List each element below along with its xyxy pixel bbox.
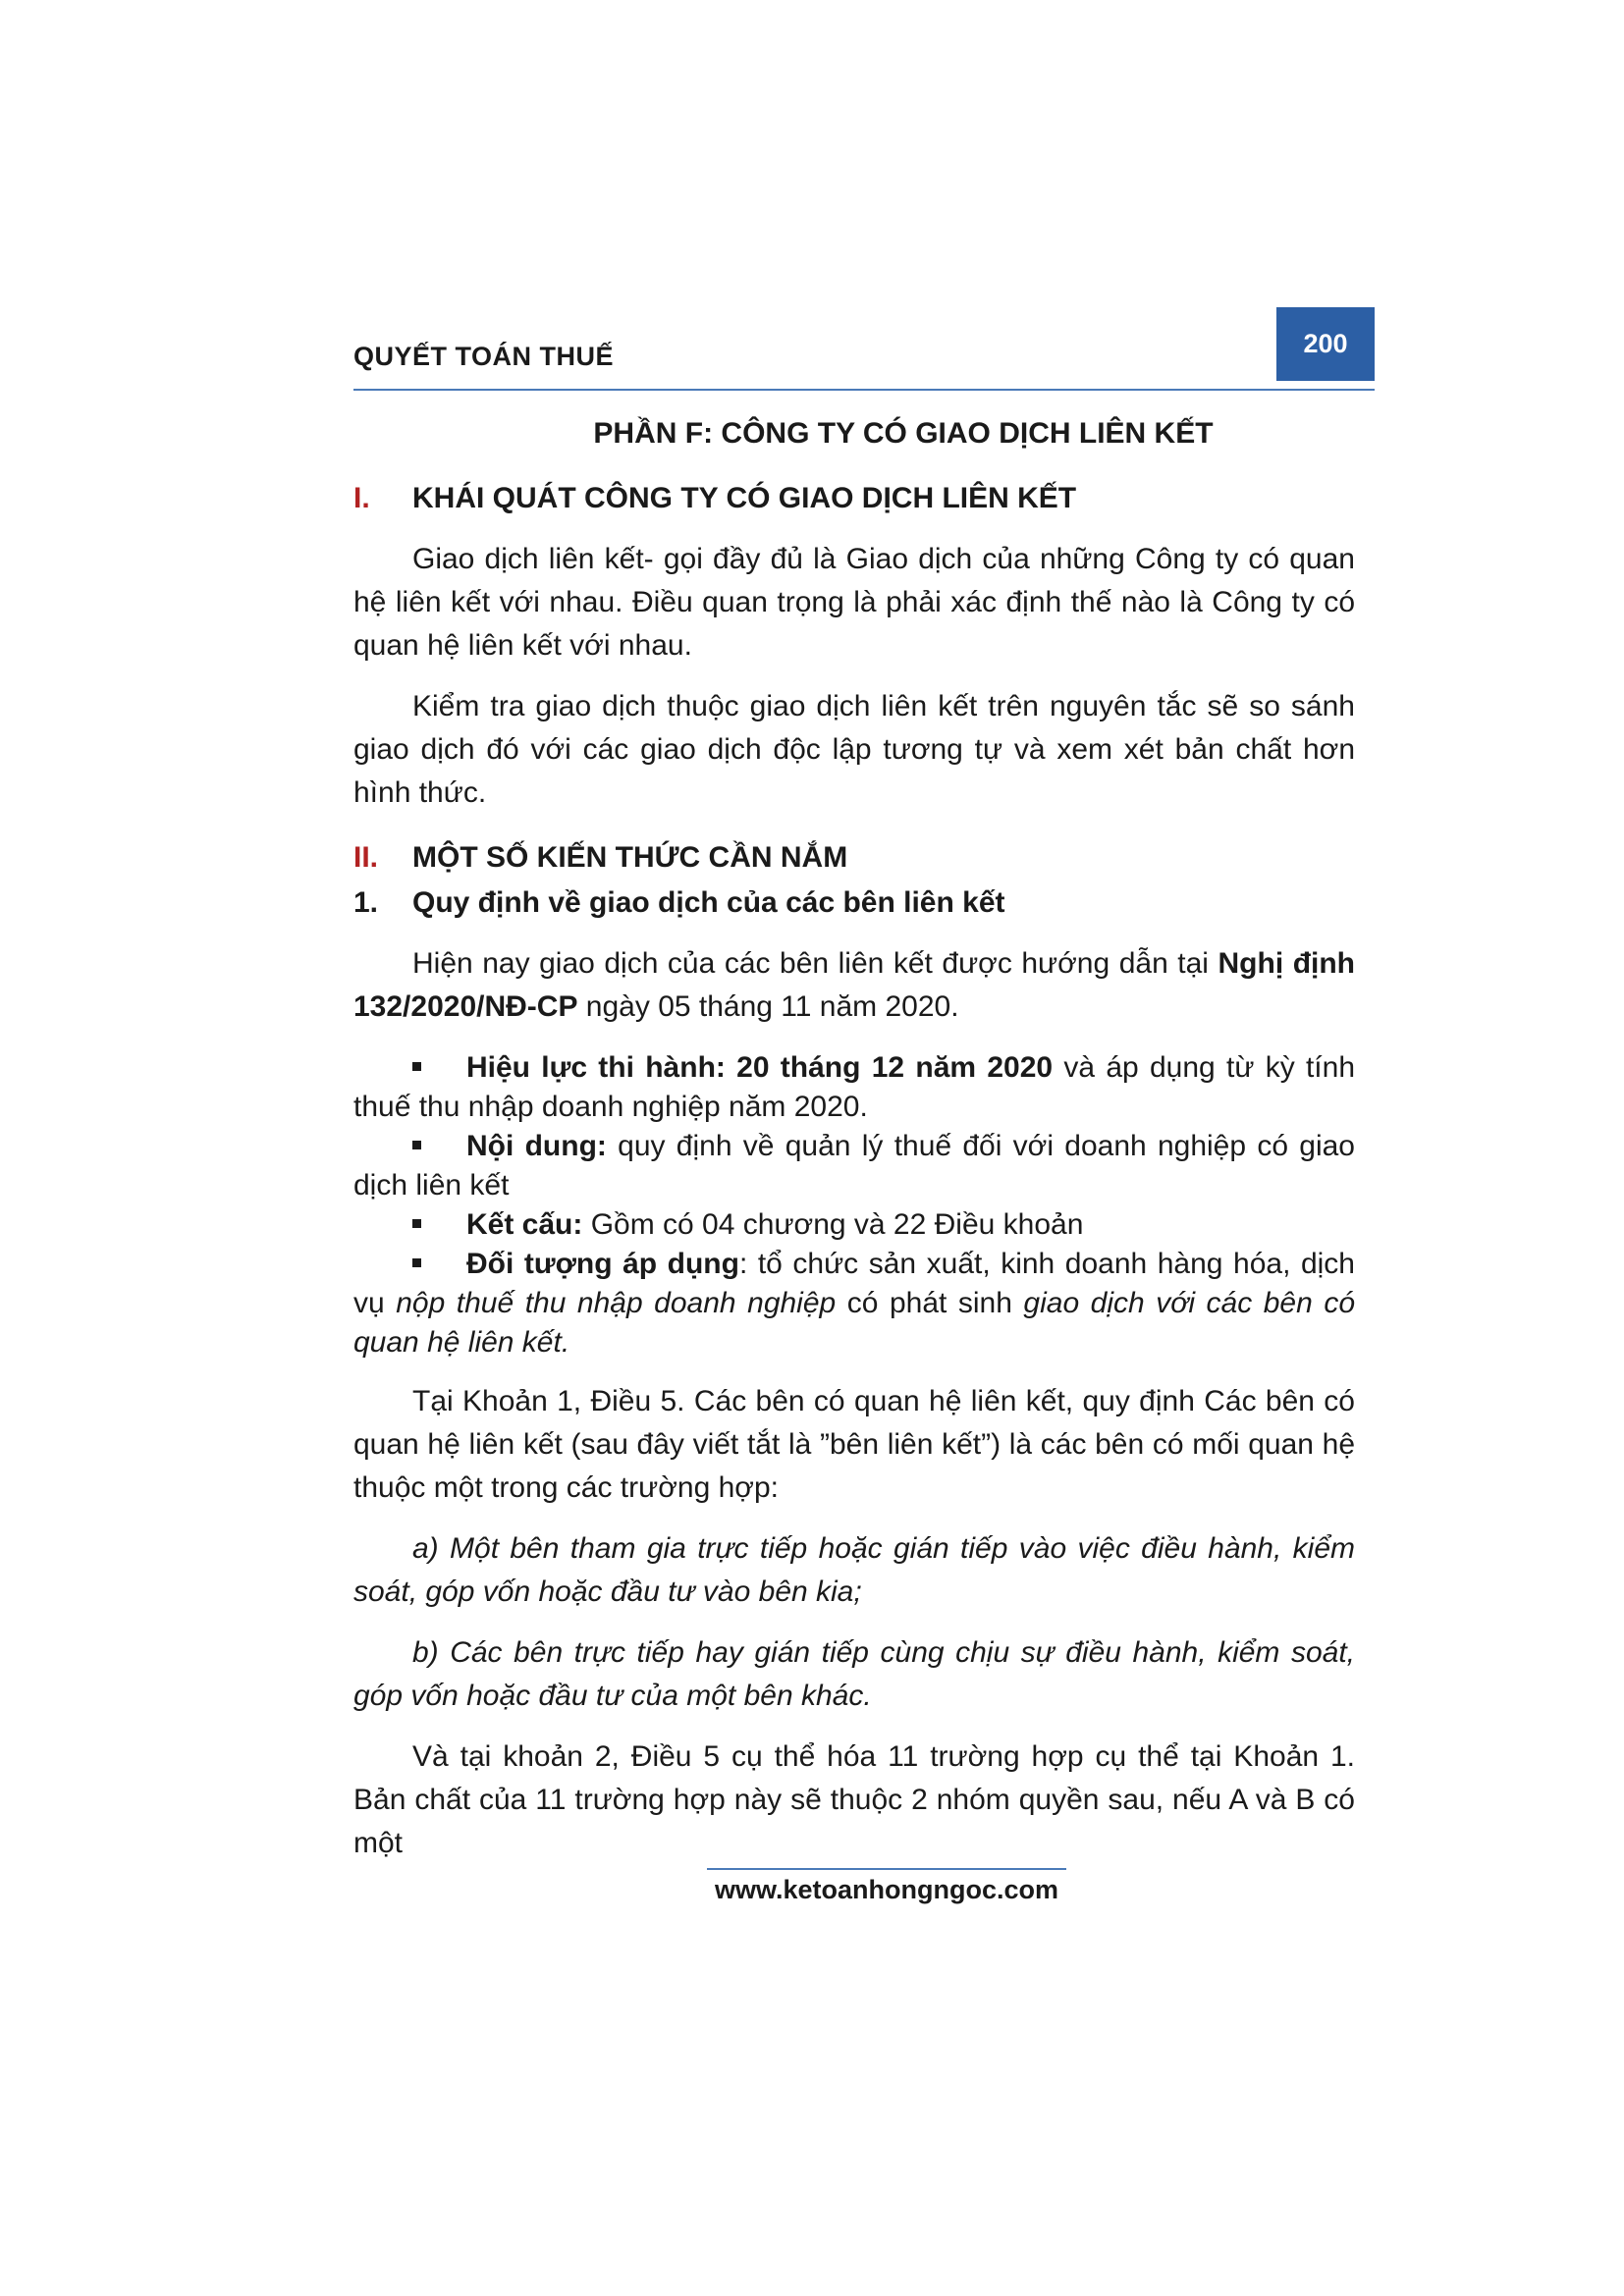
bullet-label: Kết cấu: xyxy=(466,1208,583,1241)
paragraph: Kiểm tra giao dịch thuộc giao dịch liên kết trên nguyên tắc sẽ so sánh giao dịch đó với các giao dịch độc lập tương tự và xem xét bản chất hơn hình thức. xyxy=(353,690,1355,809)
section-number: I. xyxy=(353,482,370,514)
running-header-title: QUYẾT TOÁN THUẾ xyxy=(353,342,615,371)
bullet-text: có phát sinh xyxy=(836,1287,1024,1319)
bullet-label: Nội dung: xyxy=(466,1130,607,1162)
section-number: II. xyxy=(353,841,379,874)
paragraph: Giao dịch liên kết- gọi đầy đủ là Giao dịch của những Công ty có quan hệ liên kết với nhau. Điều quan trọng là phải xác định thế nào là Công ty có quan hệ liên kết với nhau. xyxy=(353,543,1355,662)
footer-website: www.ketoanhongngoc.com xyxy=(714,1875,1058,1904)
header-divider xyxy=(353,389,1375,391)
page-body xyxy=(353,398,1355,1865)
footer-divider xyxy=(707,1868,1066,1870)
paragraph-intro xyxy=(353,942,1355,1029)
text-run: Hiện nay giao dịch của các bên liên kết được hướng dẫn tại xyxy=(412,947,1218,980)
clause-item-a: a) Một bên tham gia trực tiếp hoặc gián tiếp vào việc điều hành, kiểm soát, góp vốn hoặc đầu tư vào bên kia; xyxy=(353,1532,1355,1608)
bullet-text: : tổ chức sản xuất, kinh doanh hàng hóa, dịch vụ xyxy=(353,1248,1355,1319)
bullet-list xyxy=(353,1048,1355,1362)
bullet-text: quy định về quản lý thuế đối với doanh nghiệp có giao dịch liên kết xyxy=(353,1130,1355,1201)
list-item xyxy=(353,1205,1355,1245)
list-item xyxy=(353,1048,1355,1127)
paragraph: Và tại khoản 2, Điều 5 cụ thể hóa 11 trường hợp cụ thể tại Khoản 1. Bản chất của 11 trường hợp này sẽ thuộc 2 nhóm quyền sau, nếu A và B có một xyxy=(353,1740,1355,1859)
section-heading-1 xyxy=(353,477,1355,520)
bullet-text-italic: giao dịch với các bên có quan hệ liên kết. xyxy=(353,1287,1355,1359)
section-heading-2 xyxy=(353,836,1355,880)
subsection-number: 1. xyxy=(353,886,379,919)
section-title: KHÁI QUÁT CÔNG TY CÓ GIAO DỊCH LIÊN KẾT xyxy=(412,482,1077,514)
subsection-title: Quy định về giao dịch của các bên liên kết xyxy=(412,886,1005,919)
clause-item-b: b) Các bên trực tiếp hay gián tiếp cùng chịu sự điều hành, kiểm soát, góp vốn hoặc đầu tư của một bên khác. xyxy=(353,1636,1355,1712)
section-title: MỘT SỐ KIẾN THỨC CẦN NẮM xyxy=(412,841,848,874)
bullet-text: và áp dụng từ kỳ tính thuế thu nhập doanh nghiệp năm 2020. xyxy=(353,1051,1356,1123)
list-item xyxy=(353,1127,1355,1205)
paragraph: Tại Khoản 1, Điều 5. Các bên có quan hệ liên kết, quy định Các bên có quan hệ liên kết (sau đây viết tắt là ”bên liên kết”) là các bên có mối quan hệ thuộc một trong các trường hợp: xyxy=(353,1385,1355,1504)
part-title: PHẦN F: CÔNG TY CÓ GIAO DỊCH LIÊN KẾT xyxy=(593,417,1214,450)
square-bullet-icon xyxy=(412,1141,421,1149)
square-bullet-icon xyxy=(412,1219,421,1228)
bullet-label: Đối tượng áp dụng xyxy=(466,1248,739,1280)
bullet-label: Hiệu lực thi hành: 20 tháng 12 năm 2020 xyxy=(466,1051,1054,1084)
bullet-text-italic: nộp thuế thu nhập doanh nghiệp xyxy=(396,1287,837,1319)
bullet-text: Gồm có 04 chương và 22 Điều khoản xyxy=(582,1208,1084,1241)
page-number-badge: 200 xyxy=(1276,307,1375,381)
square-bullet-icon xyxy=(412,1258,421,1267)
text-run: ngày 05 tháng 11 năm 2020. xyxy=(577,990,959,1023)
decree-reference: Nghị định 132/2020/NĐ-CP xyxy=(353,947,1356,1023)
subsection-heading-1 xyxy=(353,881,1355,925)
list-item xyxy=(353,1245,1355,1362)
square-bullet-icon xyxy=(412,1062,421,1071)
